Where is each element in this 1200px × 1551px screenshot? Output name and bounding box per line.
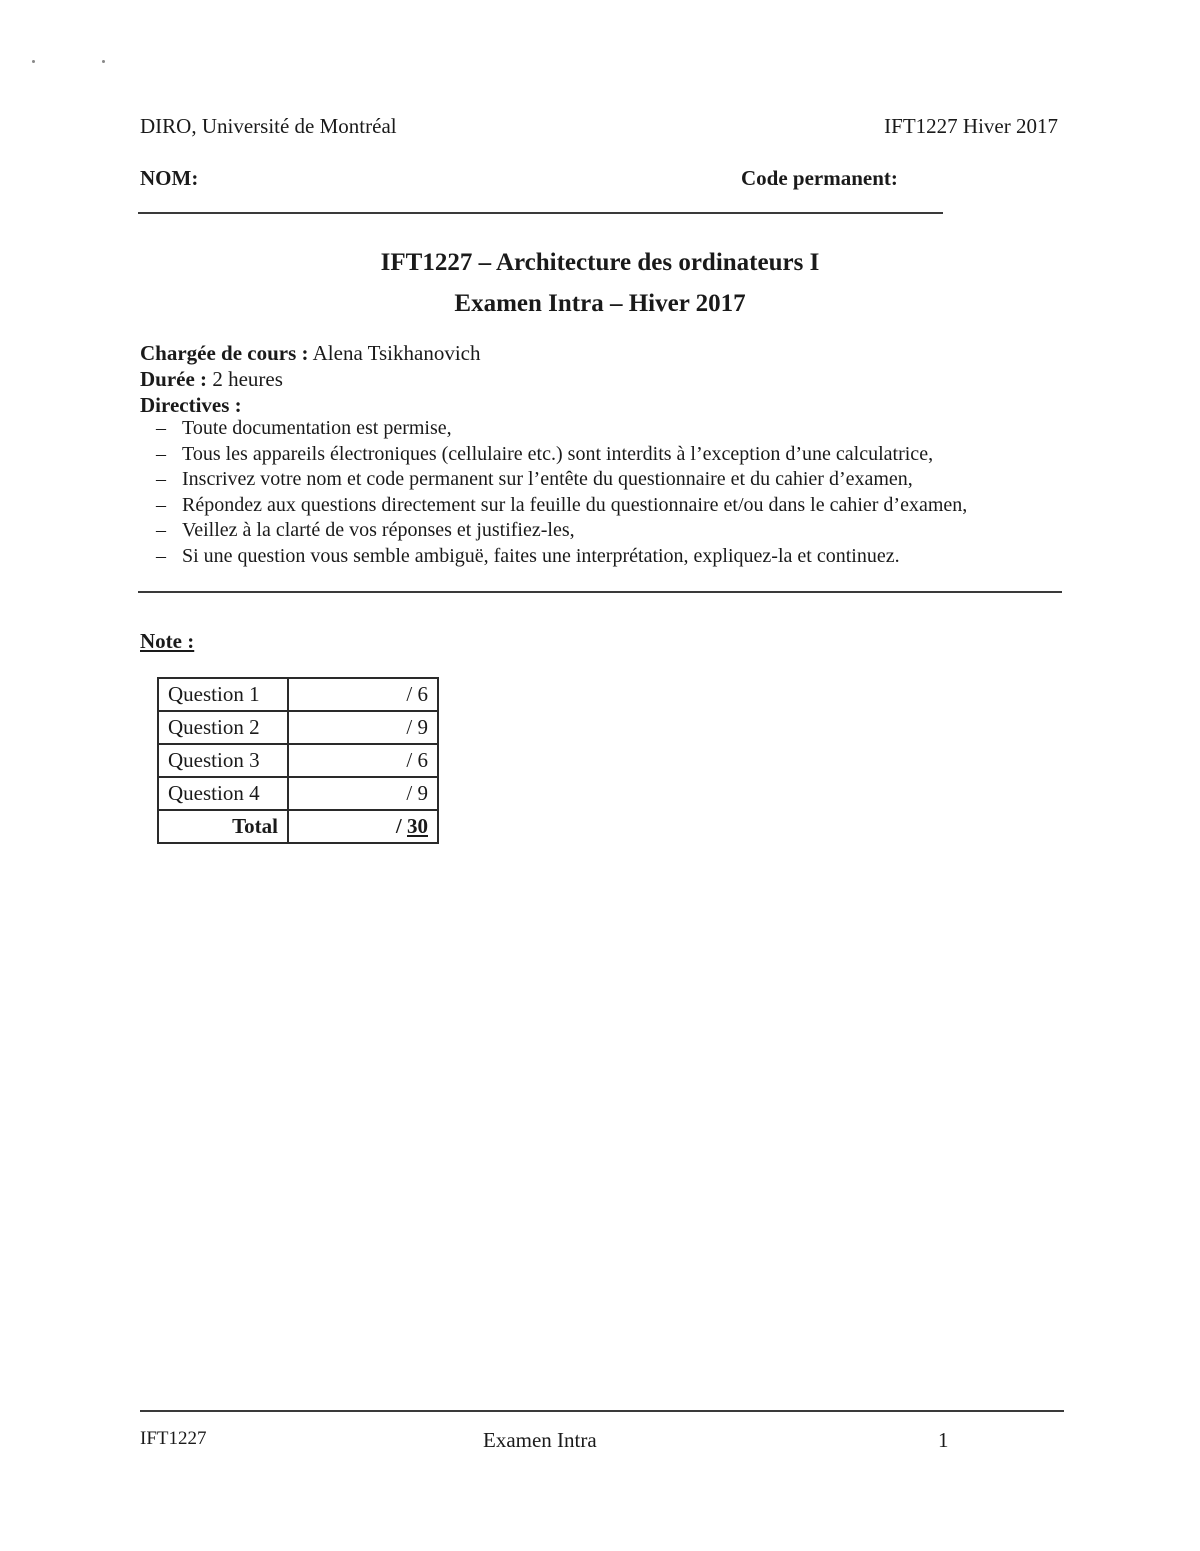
question-label: Question 4	[158, 777, 288, 810]
name-label: NOM:	[140, 166, 199, 190]
question-label: Question 1	[158, 678, 288, 711]
directive-text: Répondez aux questions directement sur la feuille du questionnaire et/ou dans le cahier d’examen,	[182, 493, 968, 516]
question-score: / 6	[288, 678, 438, 711]
directive-item	[156, 442, 967, 468]
dash-marker: –	[156, 468, 166, 491]
directive-text: Inscrivez votre nom et code permanent sur l’entête du questionnaire et du cahier d’examen,	[182, 468, 913, 491]
code-permanent-label: Code permanent:	[741, 166, 898, 190]
duration-value: 2 heures	[212, 367, 283, 391]
directive-item	[156, 416, 967, 442]
dash-marker: –	[156, 417, 166, 439]
duration-line	[140, 366, 283, 392]
total-value: 30	[407, 814, 428, 838]
footer-title: Examen Intra	[483, 1428, 597, 1452]
scan-speck	[102, 60, 105, 63]
question-label: Question 3	[158, 744, 288, 777]
dash-marker: –	[156, 442, 166, 465]
total-label: Total	[158, 810, 288, 843]
table-row	[158, 711, 438, 744]
directive-item	[156, 467, 967, 493]
table-row	[158, 777, 438, 810]
instructor-line	[140, 340, 481, 366]
question-score: / 6	[288, 744, 438, 777]
institution: DIRO, Université de Montréal	[140, 114, 397, 138]
directives-label: Directives :	[140, 393, 242, 417]
question-label: Question 2	[158, 711, 288, 744]
question-score: / 9	[288, 777, 438, 810]
footer-rule	[140, 1410, 1064, 1412]
question-score: / 9	[288, 711, 438, 744]
note-label: Note :	[140, 629, 195, 653]
header-rule	[138, 212, 943, 214]
directives-list	[156, 416, 967, 570]
directive-text: Tous les appareils électroniques (cellulaire etc.) sont interdits à l’exception d’une calculatrice,	[182, 442, 934, 465]
total-slash: /	[395, 814, 407, 838]
directive-text: Toute documentation est permise,	[182, 417, 452, 439]
table-row	[158, 744, 438, 777]
table-row	[158, 810, 438, 843]
directive-item	[156, 518, 967, 544]
dash-marker: –	[156, 519, 166, 542]
table-row	[158, 678, 438, 711]
directive-text: Si une question vous semble ambiguë, faites une interprétation, expliquez-la et continuez.	[182, 544, 900, 567]
duration-label: Durée :	[140, 367, 208, 391]
course-term: IFT1227 Hiver 2017	[884, 114, 1058, 138]
footer-course: IFT1227	[140, 1428, 207, 1449]
page-number: 1	[938, 1428, 949, 1452]
exam-title: Examen Intra – Hiver 2017	[454, 290, 746, 317]
dash-marker: –	[156, 544, 166, 567]
total-score	[288, 810, 438, 843]
grades-table	[157, 677, 439, 844]
directive-item	[156, 493, 967, 519]
directive-text: Veillez à la clarté de vos réponses et justifiez-les,	[182, 519, 575, 542]
dash-marker: –	[156, 493, 166, 516]
scan-speck	[32, 60, 35, 63]
instructor-name: Alena Tsikhanovich	[312, 341, 481, 365]
course-title: IFT1227 – Architecture des ordinateurs I	[380, 249, 820, 276]
directives-rule	[138, 591, 1062, 593]
instructor-label: Chargée de cours :	[140, 341, 309, 365]
directive-item	[156, 544, 967, 570]
